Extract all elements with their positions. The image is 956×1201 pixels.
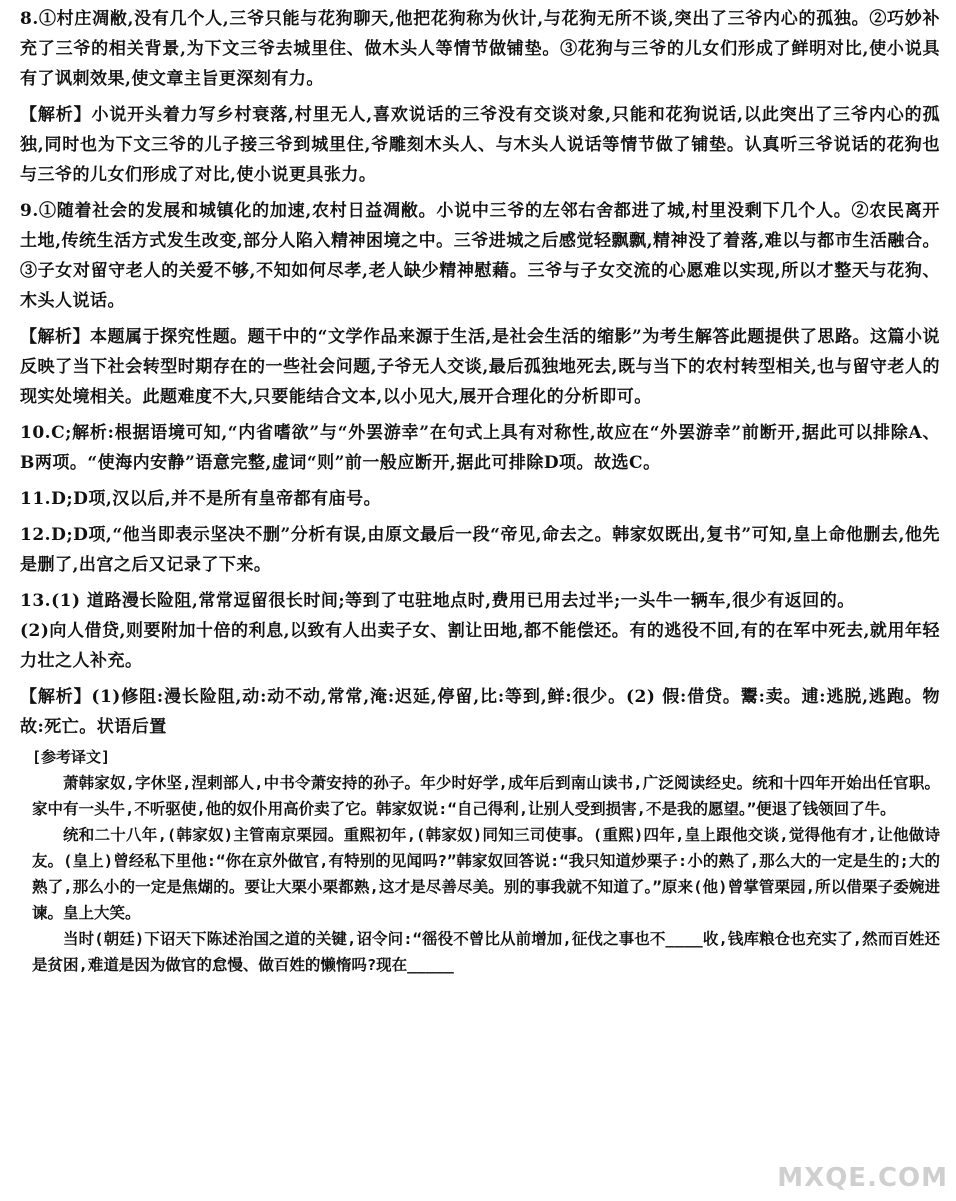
watermark-text: MXQE.COM: [777, 1163, 948, 1193]
answer-10: 10.C;解析:根据语境可知,“内省嗜欲”与“外罢游幸”在句式上具有对称性,故应在“外罢游幸”前断开,据此可以排除A、B两项。“使海内安静”语意完整,虚词“则”前一般应断开,据此可排除D项。故选C。: [20, 423, 940, 473]
reference-translation: [20, 744, 940, 978]
translation-paragraph: 当时(朝廷)下诏天下陈述治国之道的关键,诏令问:“徭役不曾比从前增加,征伐之事也不____收,钱库粮仓也充实了,然而百姓还是贫困,难道是因为做官的怠慢、做百姓的懒惰吗?现在_____: [32, 930, 940, 974]
answer-9-analysis: 【解析】本题属于探究性题。题干中的“文学作品来源于生活,是社会生活的缩影”为考生解答此题提供了思路。这篇小说反映了当下社会转型时期存在的一些社会问题,子爷无人交谈,最后孤独地死去,既与当下的农村转型相关,也与留守老人的现实处境相关。此题难度不大,只要能结合文本,以小见大,展开合理化的分析即可。: [20, 327, 940, 407]
answer-13-analysis: 【解析】(1)修阻:漫长险阻,动:动不动,常常,淹:迟延,停留,比:等到,鲜:很少。(2) 假:借贷。鬻:卖。逋:逃脱,逃跑。物故:死亡。状语后置: [20, 687, 940, 737]
answer-8: 8.①村庄凋敝,没有几个人,三爷只能与花狗聊天,他把花狗称为伙计,与花狗无所不谈,突出了三爷内心的孤独。②巧妙补充了三爷的相关背景,为下文三爷去城里住、做木头人等情节做铺垫。③花狗与三爷的儿女们形成了鲜明对比,使小说具有了讽刺效果,使文章主旨更深刻有力。: [20, 9, 940, 89]
answer-9: 9.①随着社会的发展和城镇化的加速,农村日益凋敝。小说中三爷的左邻右舍都进了城,村里没剩下几个人。②农民离开土地,传统生活方式发生改变,部分人陷入精神困境之中。三爷进城之后感觉轻飘飘,精神没了着落,难以与都市生活融合。③子女对留守老人的关爱不够,不知如何尽孝,老人缺少精神慰藉。三爷与子女交流的心愿难以实现,所以才整天与花狗、木头人说话。: [20, 201, 940, 311]
answer-13-part-1: 13.(1) 道路漫长险阻,常常逗留很长时间;等到了屯驻地点时,费用已用去过半;一头牛一辆车,很少有返回的。: [20, 591, 855, 611]
answer-8-analysis: 【解析】小说开头着力写乡村衰落,村里无人,喜欢说话的三爷没有交谈对象,只能和花狗说话,以此突出了三爷内心的孤独,同时也为下文三爷的儿子接三爷到城里住,爷雕刻木头人、与木头人说话等情节做了铺垫。认真听三爷说话的花狗也与三爷的儿女们形成了对比,使小说更具张力。: [20, 105, 940, 185]
translation-paragraph: 统和二十八年,(韩家奴)主管南京栗园。重熙初年,(韩家奴)同知三司使事。(重熙)四年,皇上跟他交谈,觉得他有才,让他做诗友。(皇上)曾经私下里他:“你在京外做官,有特别的见闻吗?”韩家奴回答说:“我只知道炒栗子:小的熟了,那么大的一定是生的;大的熟了,那么小的一定是焦煳的。要让大栗小栗都熟,这才是尽善尽美。别的事我就不知道了。”原来(他)曾掌管栗园,所以借栗子委婉进谏。皇上大笑。: [32, 826, 940, 922]
translation-paragraph: 萧韩家奴,字休坚,涅剌部人,中书令萧安持的孙子。年少时好学,成年后到南山读书,广泛阅读经史。统和十四年开始出任官职。家中有一头牛,不听驱使,他的奴仆用高价卖了它。韩家奴说:“自己得利,让别人受到损害,不是我的愿望。”便退了钱领回了牛。: [32, 774, 940, 818]
answer-12: 12.D;D项,“他当即表示坚决不删”分析有误,由原文最后一段“帝见,命去之。韩家奴既出,复书”可知,皇上命他删去,他先是删了,出宫之后又记录了下来。: [20, 525, 940, 575]
translation-title: [参考译文]: [32, 748, 111, 766]
answer-section: [20, 4, 940, 742]
answer-11: 11.D;D项,汉以后,并不是所有皇帝都有庙号。: [20, 489, 382, 509]
answer-13-part-2: (2)向人借贷,则要附加十倍的利息,以致有人出卖子女、割让田地,都不能偿还。有的逃役不回,有的在军中死去,就用年轻力壮之人补充。: [20, 621, 940, 671]
